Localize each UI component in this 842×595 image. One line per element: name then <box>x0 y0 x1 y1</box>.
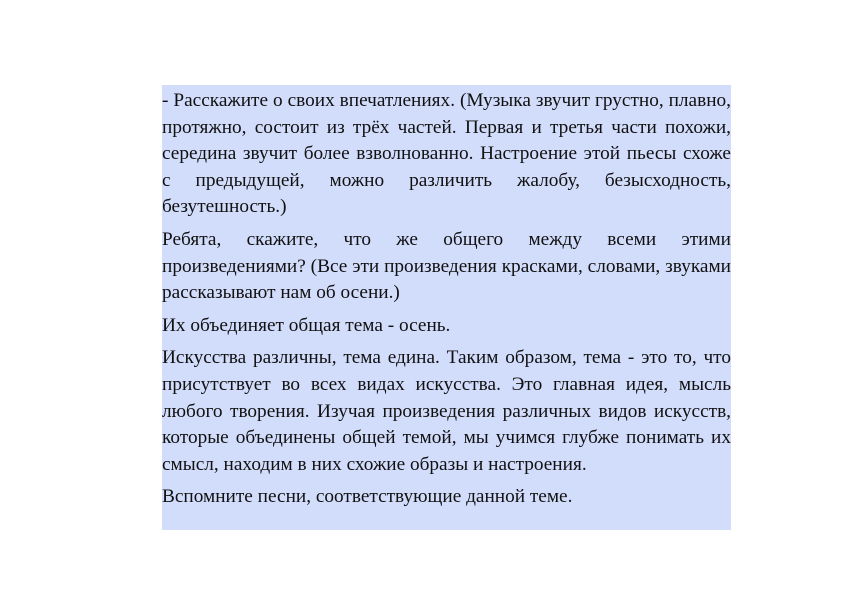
paragraph-impressions: - Расскажите о своих впечатлениях. (Музыка звучит грустно, плавно, протяжно, состоит из трёх частей. Первая и третья части похожи, середина звучит более взволнованно. Настроение этой пьесы схоже с предыдущей, можно различить жалобу, безысходность, безутешность.) <box>162 90 731 218</box>
paragraph-songs: Вспомните песни, соответствующие данной теме. <box>162 486 573 508</box>
paragraph-art-theme: Искусства различны, тема едина. Таким образом, тема - это то, что присутствует во всех видах искусства. Это главная идея, мысль любого творения. Изучая произведения различных видов искусств, которые объединены общей темой, мы учимся глубже понимать их смысл, находим в них схожие образы и настроения. <box>162 347 731 475</box>
paragraph-theme: Их объединяет общая тема - осень. <box>162 314 451 336</box>
text-block <box>162 85 731 530</box>
paragraph-question: Ребята, скажите, что же общего между всеми этими произведениями? (Все эти произведения красками, словами, звуками рассказывают нам об осени.) <box>162 228 731 304</box>
